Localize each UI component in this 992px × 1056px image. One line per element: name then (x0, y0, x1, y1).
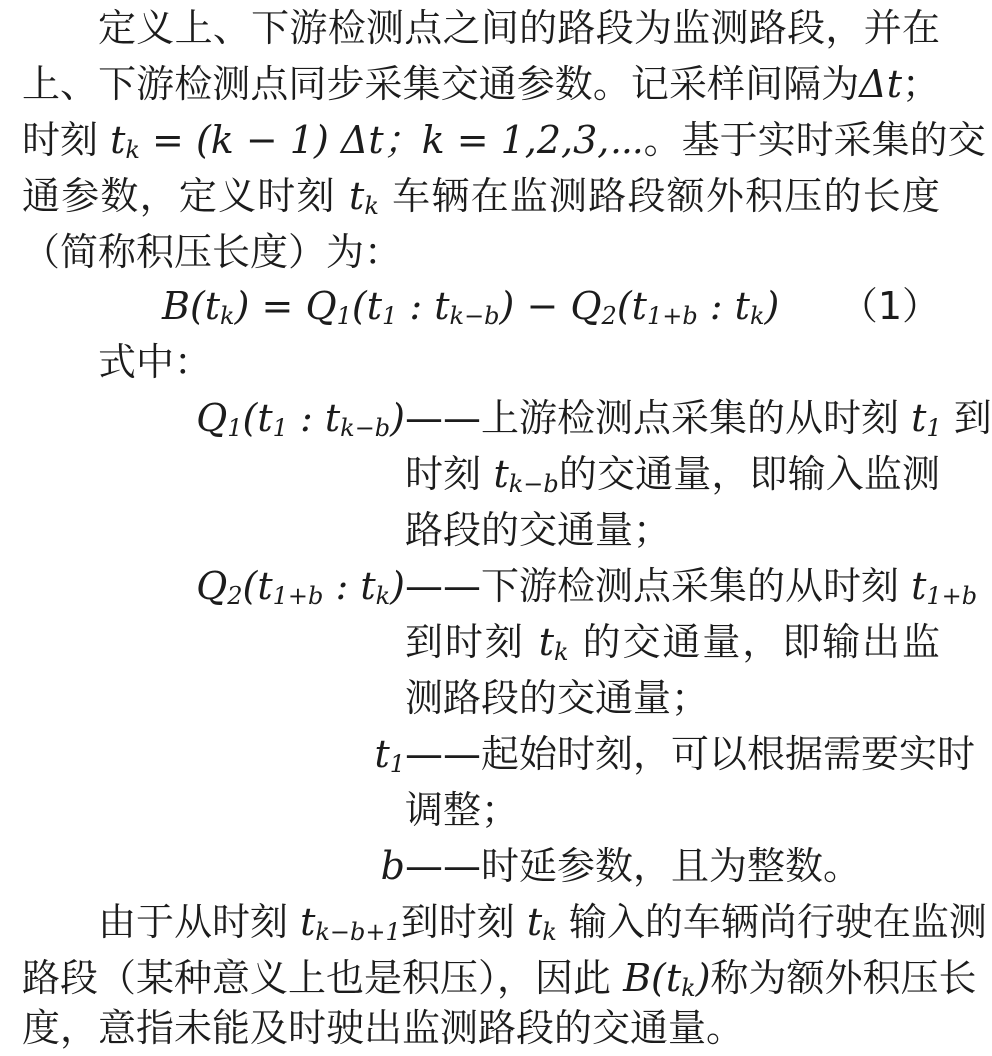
definition-q1-line-2 (22, 446, 940, 502)
text-span: 度，意指未能及时驶出监测路段的交通量。 (22, 1006, 745, 1050)
text-span: ——时延参数，且为整数。 (405, 844, 862, 888)
where-label (98, 334, 940, 390)
math-t-k: tk (349, 174, 379, 220)
text-span: 。基于实时采集的交 (643, 118, 986, 162)
text-span: 定义上、下游检测点之间的路段为监测路段，并在 (98, 6, 940, 50)
definition-text (405, 782, 940, 838)
math-t-k: tk (538, 620, 569, 666)
text-span: 称为额外积压长 (710, 956, 977, 1000)
paragraph-1-line-4 (22, 168, 940, 224)
text-span: 路段的交通量； (405, 508, 672, 552)
text-span: 输入的车辆尚行驶在监测 (568, 900, 987, 944)
definition-q2-line-3 (22, 670, 940, 726)
text-span: 时刻 (405, 452, 482, 496)
paragraph-2-line-3 (22, 1000, 940, 1056)
equation-1 (22, 278, 940, 334)
definition-q1 (22, 390, 992, 446)
symbol-t1: t1 (374, 732, 405, 778)
symbol-q1: Q1(t1 : tk−b) (196, 396, 405, 442)
paragraph-2-line-2 (22, 950, 977, 1006)
text-span: 到 (953, 396, 992, 440)
definition-q2 (22, 558, 978, 614)
definition-text (405, 502, 940, 558)
symbol-q2: Q2(t1+b : tk) (196, 564, 405, 610)
text-span: 式中： (98, 340, 213, 384)
text-span: ——起始时刻，可以根据需要实时 (405, 732, 976, 776)
text-span: 到时刻 (400, 900, 515, 944)
equation-number: （1） (839, 284, 940, 328)
paragraph-1-line-1 (98, 0, 940, 56)
paragraph-1-line-5 (22, 224, 940, 280)
text-span: 上、下游检测点同步采集交通参数。记采样间隔为 (22, 62, 860, 106)
text-span: 到时刻 (405, 620, 525, 664)
text-span: 调整； (405, 788, 520, 832)
math-t-1: t1 (911, 396, 942, 442)
math-t-k-minus-b-plus-1: tk−b+1 (300, 900, 401, 946)
math-delta-t: Δt (859, 62, 902, 106)
text-span: 通参数，定义时刻 (22, 174, 336, 218)
definition-b (22, 838, 940, 894)
text-span: ——下游检测点采集的从时刻 (405, 564, 900, 608)
definition-t1 (22, 726, 976, 782)
text-span: （简称积压长度）为： (22, 230, 403, 274)
math-t-k: tk (110, 118, 140, 164)
paragraph-1-line-3 (22, 112, 986, 168)
text-span: 车辆在监测路段额外积压的长度 (392, 174, 940, 218)
paragraph-1-line-2 (22, 56, 940, 112)
definition-t1-line-1 (405, 726, 976, 782)
equation-body: B(tk) = Q1(t1 : tk−b) − Q2(t1+b : tk) (162, 284, 780, 330)
math-b-of-t-k: B(tk) (623, 956, 711, 1002)
math-t-k-minus-b: tk−b (493, 452, 559, 498)
definition-q1-line-3 (22, 502, 940, 558)
text-span: 的交通量，即输入监测 (558, 452, 940, 496)
text-span: 路段（某种意义上也是积压），因此 (22, 956, 612, 1000)
math-time-definition: = (k − 1) Δt；k = 1,2,3,⋯ (152, 118, 644, 162)
symbol-b: b (380, 844, 405, 888)
text-span: 的交通量，即输出监 (582, 620, 940, 664)
math-t-k: tk (526, 900, 557, 946)
definition-q2-line-2 (22, 614, 940, 670)
text-span: 时刻 (22, 118, 99, 162)
text-span: 由于从时刻 (98, 900, 289, 944)
definition-b-line-1 (405, 838, 940, 894)
definition-t1-line-2 (22, 782, 940, 838)
math-t-1-plus-b: t1+b (911, 564, 978, 610)
paragraph-2-line-1 (98, 894, 987, 950)
definition-text (405, 670, 940, 726)
text-span: 测路段的交通量； (405, 676, 710, 720)
text-span: ——上游检测点采集的从时刻 (405, 396, 900, 440)
text-span: ； (901, 62, 940, 106)
